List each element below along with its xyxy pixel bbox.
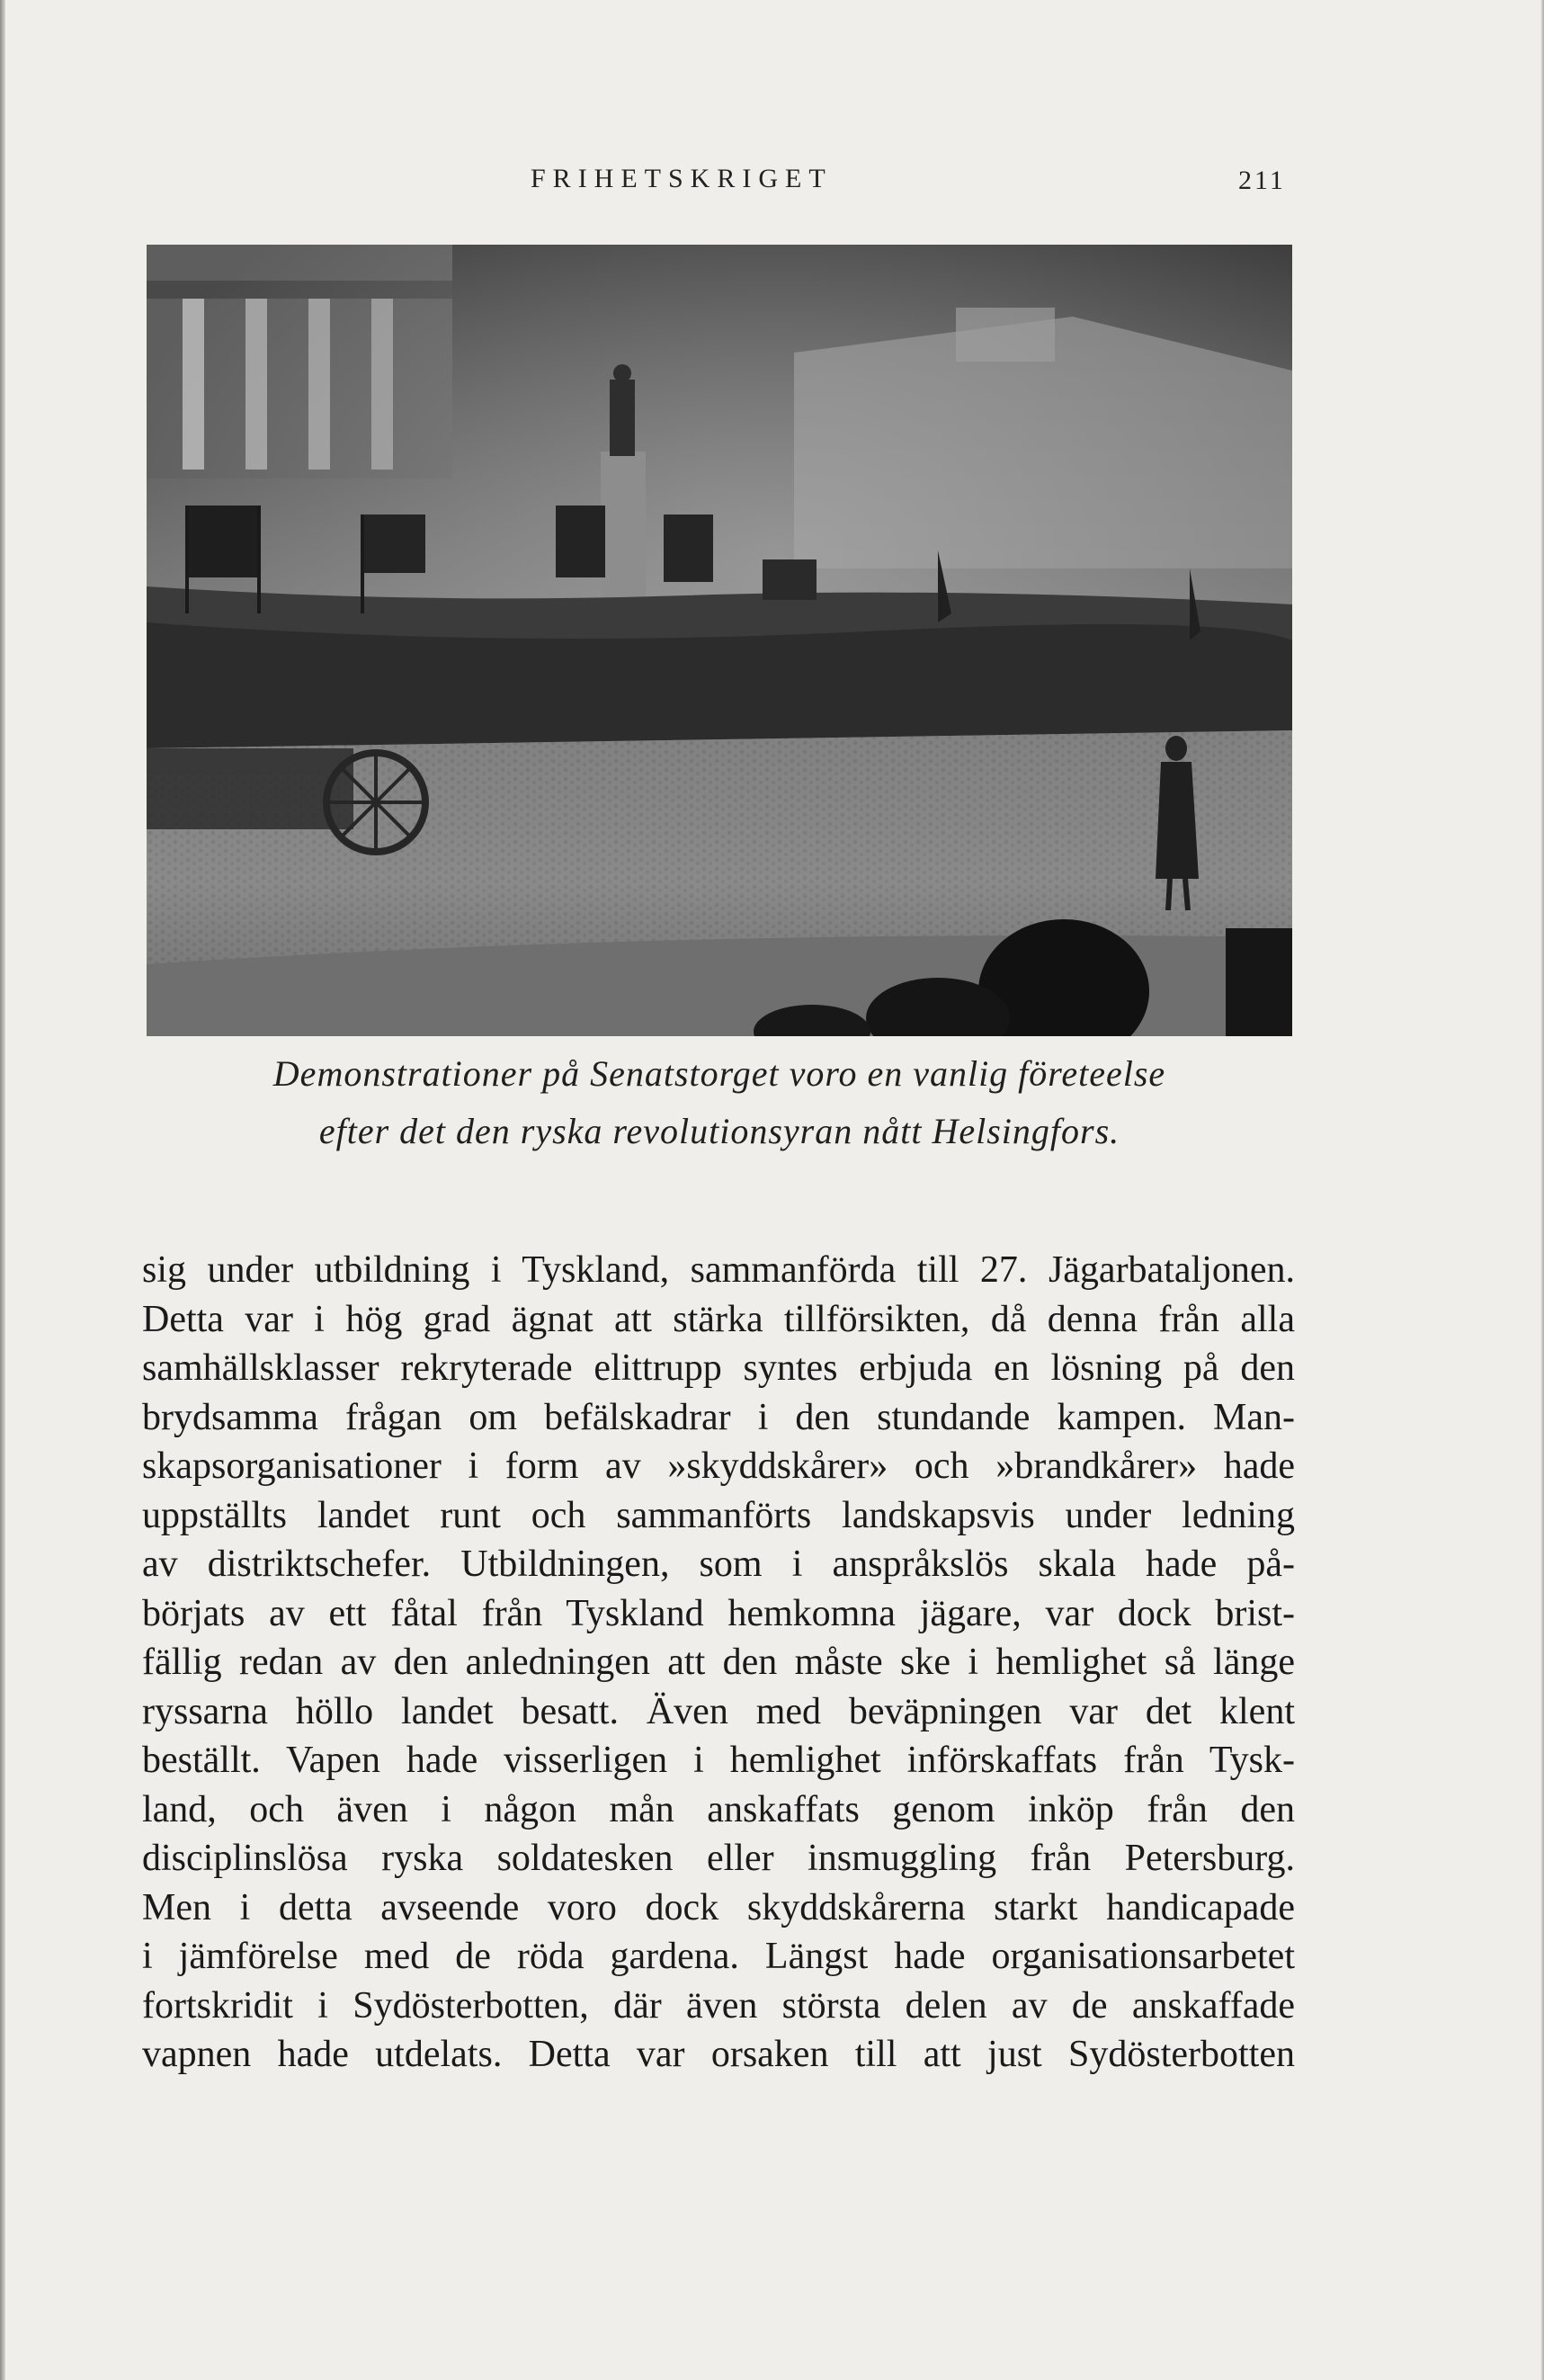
body-line: sig under utbildning i Tyskland, sammanförda till 27. Jägarbataljonen. <box>142 1249 1295 1291</box>
body-line: uppställts landet runt och sammanförts landskapsvis under ledning <box>142 1494 1295 1536</box>
photograph-senatstorget-demonstration <box>147 245 1292 1036</box>
body-line: ryssarna höllo landet besatt. Även med beväpningen var det klent <box>142 1690 1295 1732</box>
body-paragraph <box>142 1246 1295 2080</box>
body-line: i jämförelse med de röda gardena. Längst hade organisationsarbetet <box>142 1936 1295 1977</box>
body-line: vapnen hade utdelats. Detta var orsaken till att just Sydösterbotten <box>142 2034 1295 2075</box>
figure-caption-line-1: Demonstrationer på Senatstorget voro en vanlig företeelse <box>272 1053 1166 1094</box>
page-edge-right <box>1540 0 1544 2380</box>
body-line: Men i detta avseende voro dock skyddskårerna starkt handicapade <box>142 1886 1295 1928</box>
body-line: börjats av ett fåtal från Tyskland hemkomna jägare, var dock brist- <box>142 1592 1295 1634</box>
body-line: land, och även i någon mån anskaffats genom inköp från den <box>142 1788 1295 1830</box>
body-line: skapsorganisationer i form av »skyddskårer» och »brandkårer» hade <box>142 1445 1295 1487</box>
body-line: Detta var i hög grad ägnat att stärka tillförsikten, då denna från alla <box>142 1298 1295 1340</box>
running-head-title: FRIHETSKRIGET <box>531 164 833 193</box>
body-line: brydsamma frågan om befälskadrar i den stundande kampen. Man- <box>142 1396 1295 1438</box>
photograph-icon <box>147 245 1292 1036</box>
page-edge-left <box>0 0 5 2380</box>
body-line: disciplinslösa ryska soldatesken eller insmuggling från Petersburg. <box>142 1838 1295 1879</box>
body-line: fortskridit i Sydösterbotten, där även största delen av de anskaffade <box>142 1984 1295 2027</box>
page-number: 211 <box>1238 166 1286 195</box>
body-line: samhällsklasser rekryterade elittrupp syntes erbjuda en lösning på den <box>142 1347 1295 1389</box>
body-line: av distriktschefer. Utbildningen, som i anspråkslös skala hade på- <box>142 1543 1295 1585</box>
body-line: fällig redan av den anledningen att den måste ske i hemlighet så länge <box>142 1642 1295 1683</box>
figure-caption-line-2: efter det den ryska revolutionsyran nått Helsingfors. <box>318 1111 1120 1151</box>
body-line: beställt. Vapen hade visserligen i hemlighet införskaffats från Tysk- <box>142 1740 1295 1781</box>
